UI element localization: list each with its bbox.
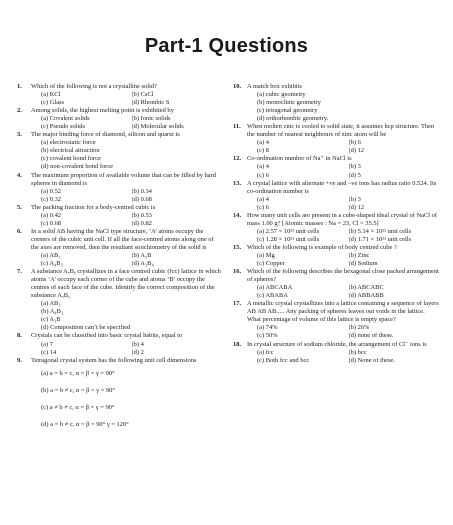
options-group [247,139,440,155]
answer-option: (b) 6 [348,139,361,147]
answer-option: (b) bcc [348,348,367,356]
options-group [31,300,222,332]
left-question-column [17,83,222,433]
options-group [31,188,222,204]
answer-option: (c) 6 [257,203,269,211]
answer-option: (d) A₃B₄ [131,260,154,268]
answer-option: (b) 3 [348,195,361,203]
question-text: A metallic crystal crystallizes into a lattice containing a sequence of layers AB AB AB..... Any packing of spheres leaves out voids in the lattice. What percentage of volume of this lattice is empty space? [247,300,439,324]
answer-option: (d) Molecular solids [131,123,184,131]
question-text: The major binding force of diamond, silicon and quartz is [31,131,180,139]
question-text: In a solid AB having the NaCl type structure, ‘A’ atoms occupy the corners of the cubic unit cell. If all the face-centred atoms along one of the axes are removed, then the resultant stoichiometry of the solid is [31,227,214,251]
answer-option: (b) 4 [131,340,144,348]
answer-option: (b) A₄B₃ [41,308,64,316]
answer-option: (c) Pseudo solids [41,123,85,131]
question-number: 6. [17,227,22,235]
answer-option: (a) Covalent solids [41,115,90,123]
question-number: 1. [17,83,22,90]
question-item [233,341,440,365]
options-group [31,341,222,357]
question-item [233,123,440,155]
options-group [247,349,440,365]
question-number: 10. [233,83,242,90]
answer-option: (b) 5.14 × 10²¹ unit cells [348,227,412,235]
question-number: 3. [17,131,22,139]
answer-option: (d) Sodium [348,260,378,268]
question-text: Which of the following is not a crystalline solid? [31,83,157,90]
answer-option: (d) None of these. [348,356,395,364]
answer-option: (b) 3 [348,163,361,171]
answer-option: (c) Copper [257,260,285,268]
answer-option: (c) Glass [41,99,65,107]
answer-option: (a) KCl [41,91,61,99]
options-group [247,91,440,123]
question-text: Which of the following is example of body centred cube ? [247,243,397,251]
answer-option: (d) 12 [348,147,365,155]
answer-option: (a) Mg [257,251,275,259]
question-text: A crystal lattice with alternate +ve and –ve ions has radius ratio 0.524. Its co-ordination number is [247,179,437,195]
answer-option: (c) 8 [257,147,269,155]
question-item [17,332,222,356]
answer-option: (d) 0.68 [131,195,152,203]
options-group [31,115,222,131]
question-item [17,107,222,131]
question-item [233,268,440,300]
answer-option: (b) electrical attraction [41,147,100,155]
answer-option: (a) 7 [41,340,53,348]
question-number: 18. [233,340,242,348]
answer-option: (c) a ≠ b ≠ c, α = β = γ = 90° [41,403,115,411]
question-item [17,172,222,204]
answer-option: (b) A₂B [131,251,152,259]
question-number: 11. [233,123,241,131]
options-group [31,212,222,228]
answer-option: (d) 5 [348,171,361,179]
options-group [31,139,222,171]
answer-option: (b) 0.34 [131,187,152,195]
answer-option: (c) 6 [257,171,269,179]
options-group [247,324,440,340]
question-item [233,83,440,123]
answer-option: (d) Composition can’t be specified [41,324,131,332]
question-number: 12. [233,155,242,163]
options-group [247,228,440,244]
answer-option: (d) none of these. [348,332,394,340]
answer-option: (b) Ionic solids [131,115,171,123]
answer-option: (b) CsCl [131,91,154,99]
question-item [233,212,440,244]
answer-option: (d) 12 [348,203,365,211]
question-item [17,131,222,171]
answer-option: (c) covalent bond force [41,155,101,163]
options-group [31,252,222,268]
answer-option: (a) AB₃ [41,300,61,308]
question-text: In crystal structure of sodium chloride, the arrangement of Cl⁻ ions is [247,340,427,348]
question-text: Among solids, the highest melting point is exhibited by [31,107,174,115]
answer-option: (c) A₄B₃ [41,260,63,268]
answer-option: (a) 74% [257,324,278,332]
answer-option: (a) electrostatic force [41,139,96,147]
question-item [17,357,222,433]
answer-option: (a) 0.52 [41,187,62,195]
answer-option: (c) ABABA [257,292,288,300]
answer-option: (c) 0.68 [41,219,62,227]
options-group [247,284,440,300]
answer-option: (a) ABCABA [257,284,293,292]
answer-option: (d) Rhombic S [131,99,170,107]
question-text: A match box exhibits [247,83,302,90]
answer-option: (a) 4 [257,139,269,147]
answer-option: (a) 2.57 × 10²¹ unit cells [257,227,320,235]
answer-option: (a) fcc [257,348,274,356]
question-number: 16. [233,268,242,276]
answer-option: (b) Zinc [348,251,370,259]
answer-option: (c) tetragonal geometry [257,107,318,115]
question-number: 5. [17,203,22,211]
answer-option: (d) 2 [131,348,144,356]
answer-option: (d) ABBABB [348,292,384,300]
answer-option: (c) 1.28 × 10²¹ unit cells [257,235,320,243]
answer-option: (c) 0.32 [41,195,62,203]
question-number: 8. [17,332,22,340]
question-text: Crystals can be classified into basic crystal habits, equal to [31,332,183,340]
answer-option: (d) orthorhombic geometry. [257,115,329,123]
question-text: Which of the following describes the hexagonal close packed arrangement of spheres? [247,268,439,284]
question-number: 7. [17,268,22,276]
question-item [17,268,222,332]
question-number: 2. [17,107,22,115]
question-text: The packing fraction for a body-centred cubic is [31,203,156,211]
question-number: 14. [233,211,242,219]
right-question-column [233,83,440,365]
question-text: When molten zinc is cooled to solid state, it assumes hcp structure. Then the number of nearest neighbours of zinc atom will be [247,123,435,139]
options-group [247,163,440,179]
question-text: Co-ordination number of Na⁺ in NaCl is [247,155,352,163]
answer-option: (a) a = b = c, α = β = γ = 90° [41,369,115,377]
answer-option: (c) 14 [41,348,57,356]
question-number: 4. [17,171,22,179]
question-text: A substance AₓBᵧ crystallizes in a face centred cubic (fcc) lattice in which atoms ‘A’ occupy each corner of the cube and atoms ‘B’ occupy the centres of each face of the cube. Identify the correct composition of the substance AₓBᵧ [31,268,221,300]
question-text: The maximum proportion of available volume that can be filled by hard spheres in diamond is [31,171,217,187]
options-group [31,365,222,433]
answer-option: (d) 1.71 × 10²¹ unit cells [348,235,412,243]
answer-option: (d) non-covalent bond force [41,163,114,171]
question-text: Tetragonal crystal system has the following unit cell dimensions [31,356,197,364]
question-item [17,204,222,228]
options-group [247,252,440,268]
answer-option: (c) A₃B [41,316,61,324]
answer-option: (b) 0.53 [131,211,152,219]
question-number: 9. [17,356,22,364]
answer-option: (b) 26% [348,324,370,332]
answer-option: (a) 4 [257,195,269,203]
question-item [233,300,440,340]
options-group [247,196,440,212]
question-item [17,83,222,107]
question-number: 17. [233,300,242,308]
question-number: 15. [233,243,242,251]
options-group [31,91,222,107]
answer-option: (c) 50% [257,332,278,340]
question-text: How many unit cells are present in a cube-shaped ideal crystal of NaCl of mass 1.00 g? [Atomic masses : Na = 23, Cl = 35.5] [247,211,438,227]
answer-option: (a) 4 [257,163,269,171]
question-item [233,155,440,179]
question-item [233,244,440,268]
question-item [233,180,440,212]
answer-option: (b) monoclinic geometry [257,99,321,107]
answer-option: (a) AB₂ [41,251,61,259]
answer-option: (a) 0.42 [41,211,62,219]
answer-option: (c) Both fcc and bcc [257,356,310,364]
question-item [17,228,222,268]
answer-option: (a) cubic geometry [257,91,306,99]
answer-option: (d) a = b ≠ c, α = β = 90° γ = 120° [41,420,129,428]
question-number: 13. [233,179,242,187]
answer-option: (d) 0.82 [131,219,152,227]
answer-option: (b) ABCABC [348,284,384,292]
answer-option: (b) a = b ≠ c, α = β = γ = 90° [41,386,115,394]
page-title: Part-1 Questions [144,35,309,57]
